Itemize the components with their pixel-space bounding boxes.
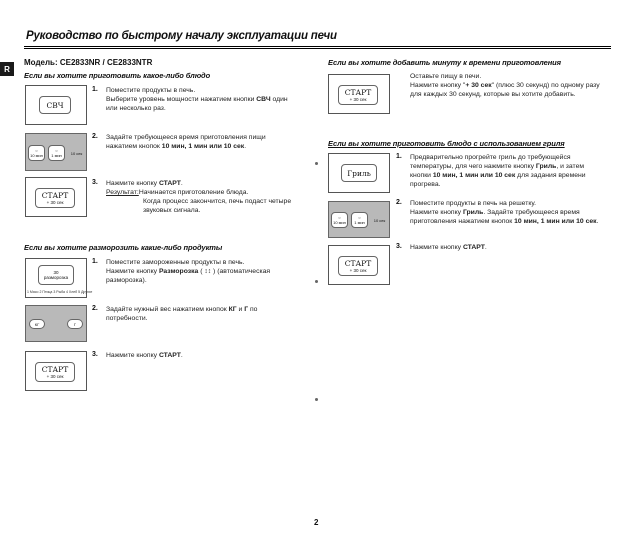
defrost-step3-panel (25, 351, 87, 391)
addmin-heading: Если вы хотите добавить минуту к времени приготовления (328, 58, 561, 67)
grill-step2-text: Поместите продукты в печь на решетку. Нажмите кнопку Гриль. Задайте требующееся время приготовления нажатием кнопок 10 мин, 1 мин или 10 сек. (410, 200, 599, 225)
addmin-panel (328, 74, 390, 114)
language-tab: R (0, 62, 14, 76)
defrost-step1-panel (25, 258, 93, 298)
grill-step2-panel (328, 201, 390, 238)
defrost-num: 30 (53, 270, 59, 275)
grill-10min-button[interactable]: ○ 10 мин (331, 212, 348, 228)
defrost-start-sub: + 30 сек (46, 374, 64, 379)
defrost-heading: Если вы хотите разморозить какие-либо продукты (24, 243, 223, 252)
g-button[interactable]: Г (67, 319, 83, 329)
grill-step1-text: Предварительно прогрейте гриль до требующейся температуры, для чего нажмите кнопку Гриль, и затем кнопки 10 мин, 1 мин или 10 сек для задания времени прогрева. (410, 154, 586, 188)
grill-step3-num: 3. (396, 243, 402, 250)
defrost-step3-num: 3. (92, 351, 98, 358)
defrost-button[interactable] (38, 265, 74, 285)
grill-button[interactable] (341, 164, 377, 182)
margin-mark (315, 162, 318, 165)
start-button-sub: + 30 сек (46, 200, 64, 205)
page-number: 2 (314, 518, 319, 527)
defrost-start-label: СТАРТ (41, 365, 69, 374)
add30-button[interactable] (338, 85, 378, 105)
grill-step1-num: 1. (396, 153, 402, 160)
cook-step1-panel (25, 85, 87, 125)
grill-button-label: Гриль (347, 168, 371, 178)
cook-heading: Если вы хотите приготовить какое-либо блюдо (24, 71, 211, 80)
grill-step3-panel (328, 245, 390, 285)
mw-button-label: СВЧ (46, 100, 64, 110)
grill-heading: Если вы хотите приготовить блюдо с использованием гриля (328, 139, 565, 148)
defrost-step2-panel (25, 305, 87, 342)
cook-step2-panel (25, 133, 87, 171)
cook-step3-text: Нажмите кнопку СТАРТ. Результат:Начинается приготовление блюда. Когда процесс закончится, печь подаст четыре звуковых сигнала. (106, 180, 292, 214)
model-label: Модель: CE2833NR / CE2833NTR (24, 58, 153, 67)
page-title: Руководство по быстрому началу эксплуатации печи (26, 30, 337, 42)
cook-step2-text: Задайте требующееся время приготовления пищи нажатием кнопок 10 мин, 1 мин или 10 сек. (106, 134, 266, 150)
margin-mark (315, 398, 318, 401)
defrost-step1-num: 1. (92, 258, 98, 265)
grill-step2-num: 2. (396, 199, 402, 206)
defrost-label: разморозка (43, 275, 69, 280)
cook-step2-num: 2. (92, 133, 98, 140)
start-button-label: СТАРТ (41, 191, 69, 200)
header-rule-2 (24, 48, 611, 49)
mw-button[interactable] (39, 96, 71, 114)
cook-step3-panel (25, 177, 87, 217)
header-rule (24, 46, 611, 47)
cook-step3-num: 3. (92, 179, 98, 186)
grill-start-button[interactable] (338, 256, 378, 276)
grill-step3-text: Нажмите кнопку СТАРТ. (410, 244, 487, 251)
cook-step1-text: Поместите продукты в печь. Выберите уровень мощности нажатием кнопки СВЧ один или несколько раз. (106, 87, 288, 112)
defrost-step3-text: Нажмите кнопку СТАРТ. (106, 352, 183, 359)
addmin-text: Оставьте пищу в печи. Нажмите кнопку "+ 30 сек" (плюс 30 секунд) по одному разу для каждых 30 секунд, которые вы хотите добавить. (410, 73, 600, 98)
defrost-step2-text: Задайте нужный вес нажатием кнопок КГ и Г по потребности. (106, 306, 258, 322)
defrost-start-button[interactable] (35, 362, 75, 382)
defrost-step2-num: 2. (92, 305, 98, 312)
1min-button[interactable]: ○ 1 мин (48, 145, 65, 161)
start-button[interactable] (35, 188, 75, 208)
add30-label: СТАРТ (344, 88, 372, 97)
grill-step1-panel (328, 153, 390, 193)
margin-mark (315, 280, 318, 283)
cook-step1-num: 1. (92, 86, 98, 93)
grill-1min-button[interactable]: ○ 1 мин (351, 212, 368, 228)
add30-sub: + 30 сек (349, 97, 367, 102)
grill-start-label: СТАРТ (344, 259, 372, 268)
10sec-button[interactable]: 10 сек (70, 150, 83, 156)
grill-10sec-button[interactable]: 10 сек (373, 217, 386, 223)
kg-button[interactable]: КГ (29, 319, 45, 329)
defrost-step1-text: Поместите замороженные продукты в печь. Нажмите кнопку Разморозка ( ↕↕ ) (автоматическая разморозка). (106, 259, 271, 284)
defrost-weight-labels: 1 Мясо 2 Птица 3 Рыба 4 Хлеб 5 Другие (27, 290, 93, 294)
grill-start-sub: + 30 сек (349, 268, 367, 273)
10min-button[interactable]: ○ 10 мин (28, 145, 45, 161)
